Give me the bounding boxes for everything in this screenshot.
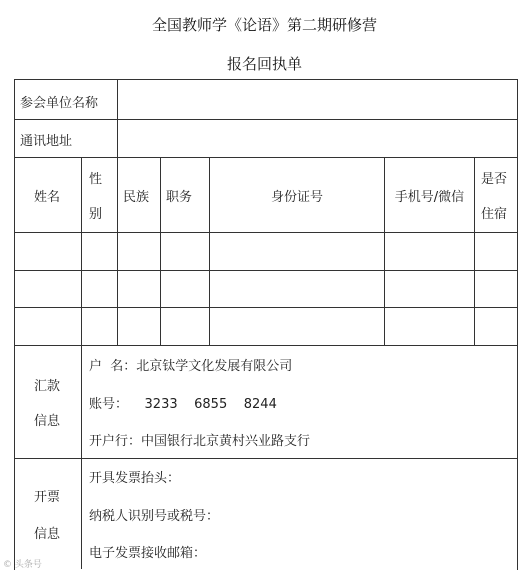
remittance-label-1: 汇款 [34,379,61,394]
account-number: 账号： 3233 6855 8244 [89,397,277,412]
header-lodging-2: 住宿 [481,207,508,222]
participating-unit-label: 参会单位名称 [20,96,99,111]
taxpayer-id: 纳税人识别号或税号： [89,509,220,524]
header-phone: 手机号/微信 [394,190,465,205]
header-ethnicity: 民族 [123,190,150,205]
rule [14,458,517,459]
header-gender-2: 别 [89,207,103,222]
rule [117,79,118,157]
rule [474,157,475,345]
header-id-number: 身份证号 [270,190,323,205]
rule [14,270,517,271]
rule [14,345,517,346]
rule [14,157,517,158]
header-name: 姓名 [34,190,61,205]
rule [81,157,82,569]
header-position: 职务 [166,190,193,205]
document-subtitle: 报名回执单 [226,55,302,73]
rule [117,157,118,345]
rule [14,232,517,233]
remittance-label-2: 信息 [34,414,61,429]
invoice-header: 开具发票抬头： [89,471,181,486]
header-lodging-1: 是否 [481,172,508,187]
rule [160,157,161,345]
invoice-label-2: 信息 [34,527,61,542]
invoice-email: 电子发票接收邮箱： [89,546,207,561]
header-gender-1: 性 [89,172,103,187]
account-name: 户 名：北京钛学文化发展有限公司 [89,359,293,374]
invoice-label-1: 开票 [34,490,61,505]
watermark: © 头条号 [3,560,42,570]
rule [14,307,517,308]
mailing-address-label: 通讯地址 [20,134,73,149]
document-title: 全国教师学《论语》第二期研修营 [151,16,377,34]
rule [14,119,517,120]
bank-branch: 开户行：中国银行北京黄村兴业路支行 [89,434,311,449]
registration-table [14,79,518,570]
